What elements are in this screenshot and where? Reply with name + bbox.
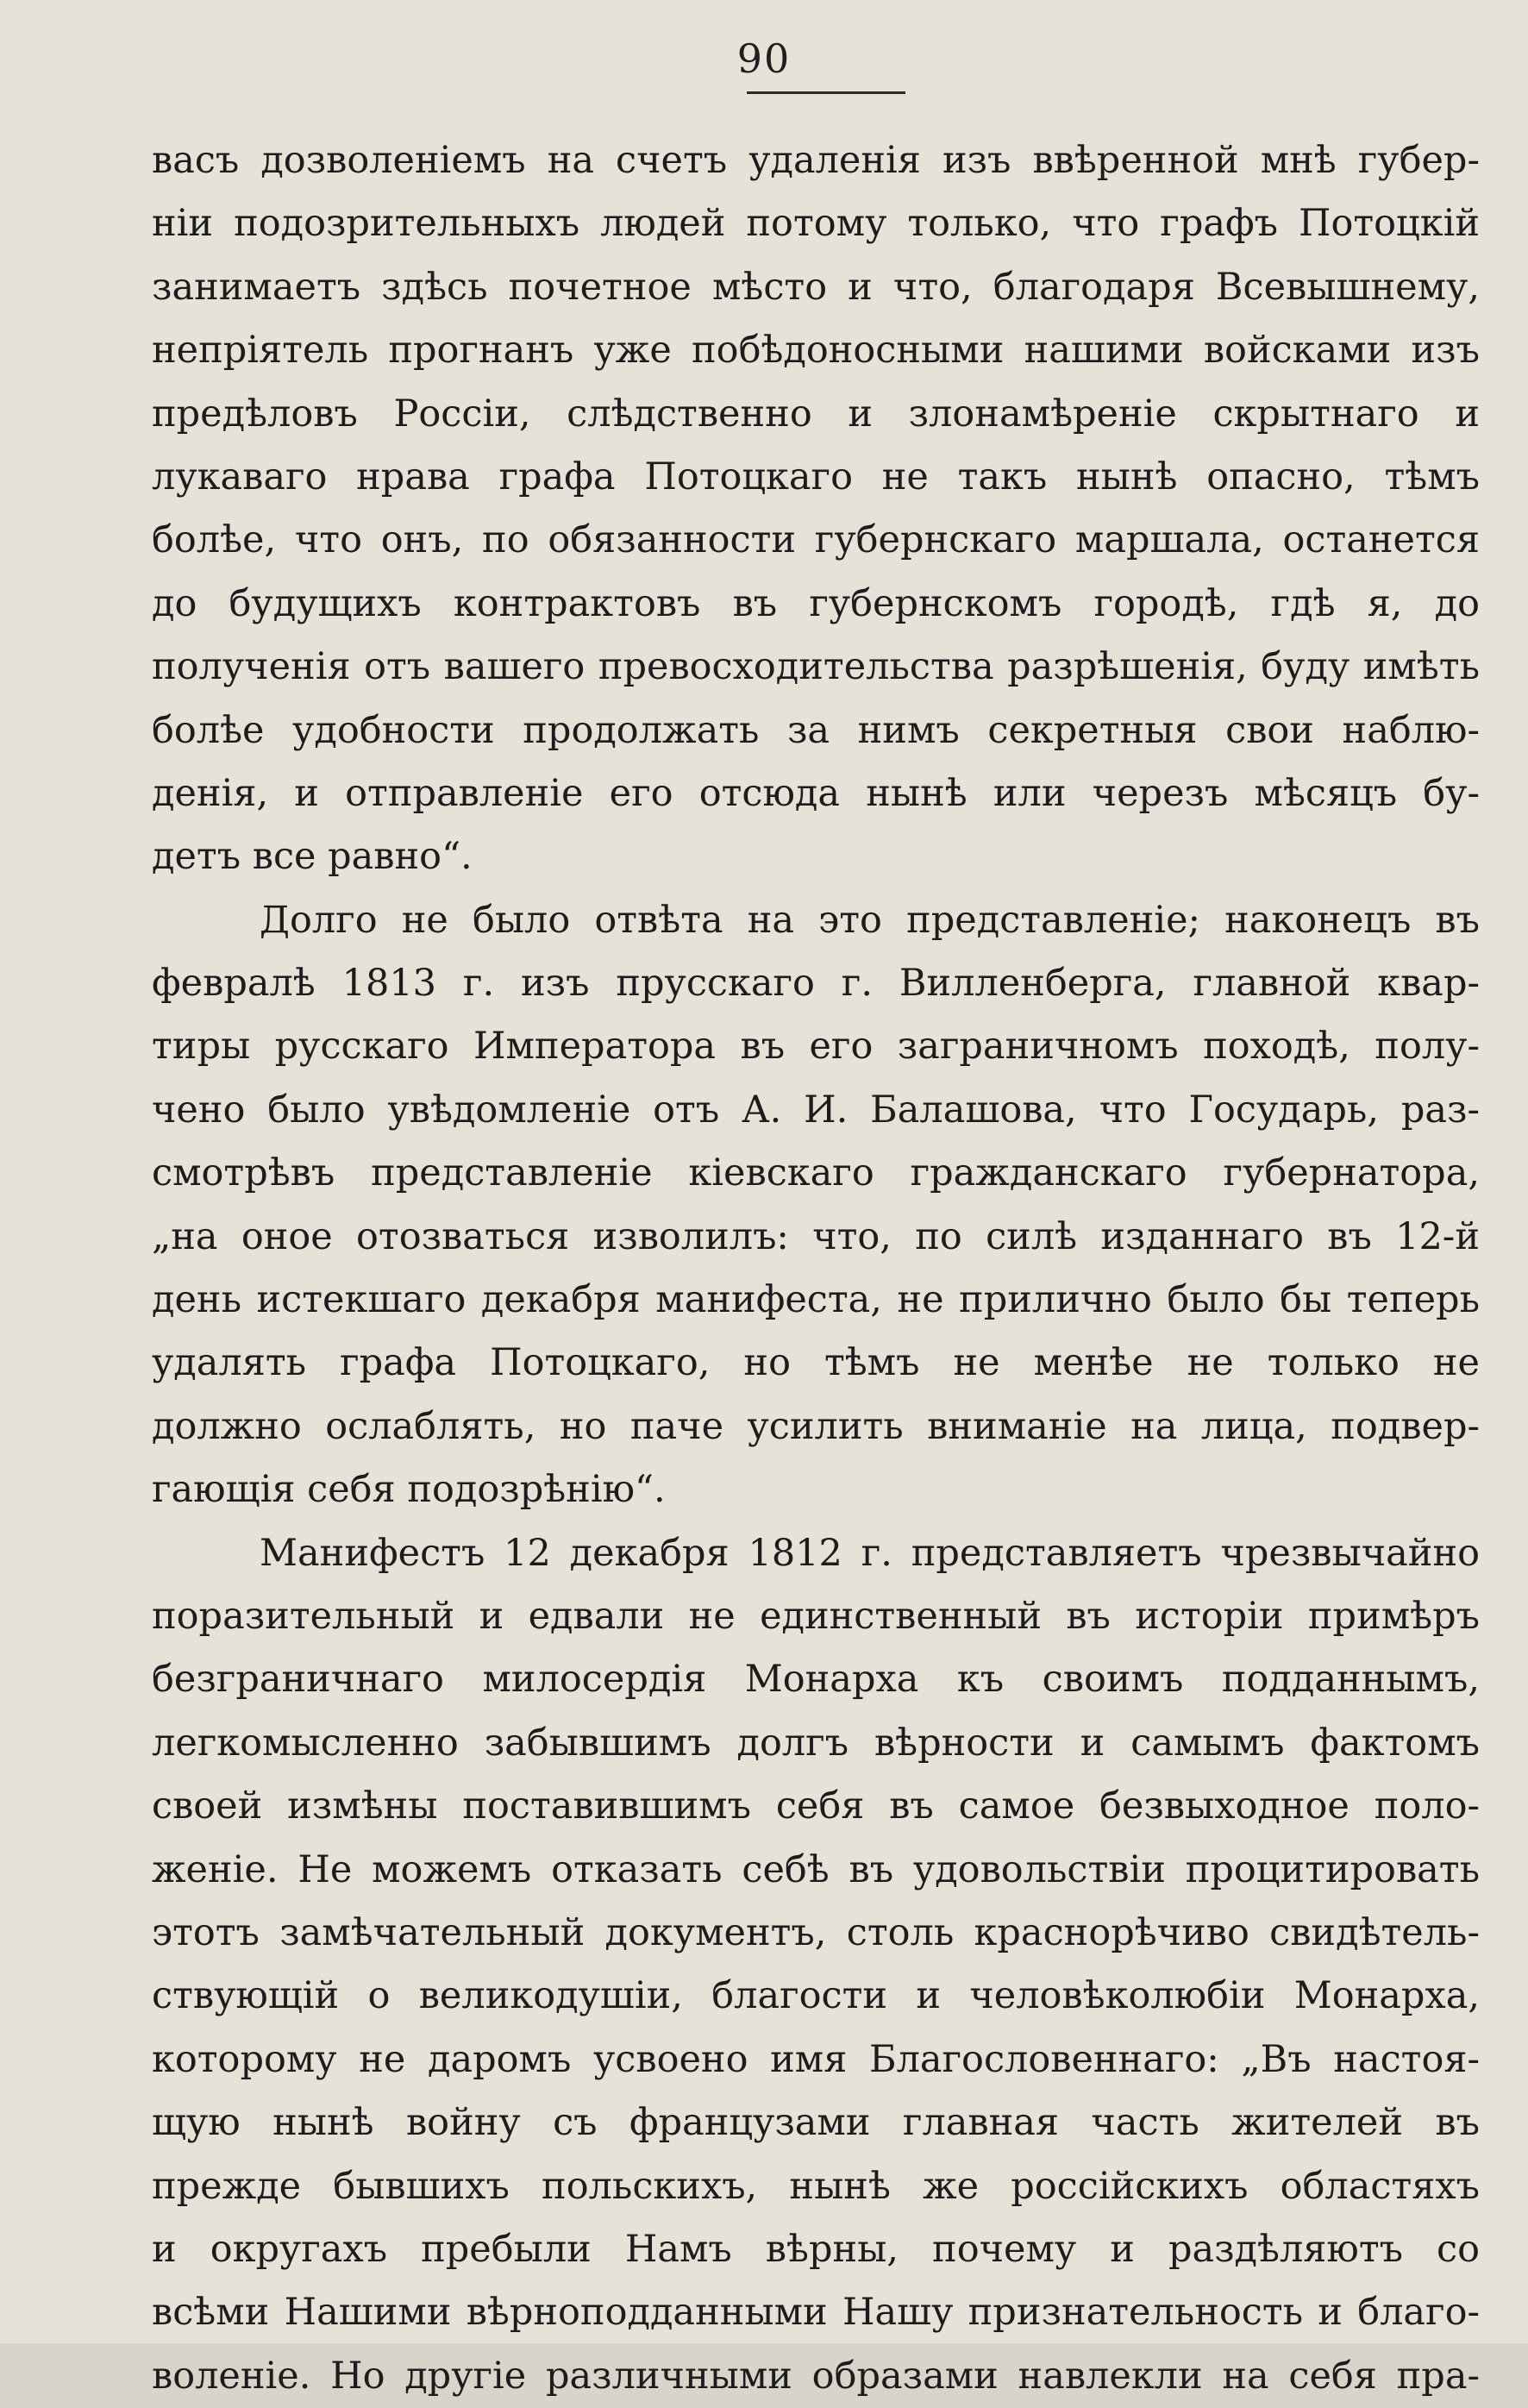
text-line: щую нынѣ войну съ французами главная часть жителей въ (152, 2101, 1480, 2145)
text-line: Долго не было отвѣта на это представленіе; наконецъ въ (260, 898, 1480, 942)
page-number: 90 (736, 35, 792, 82)
text-line: безграничнаго милосердія Монарха къ своимъ подданнымъ, (152, 1658, 1480, 1702)
text-line: гающія себя подозрѣнію“. (152, 1468, 666, 1512)
text-line: занимаетъ здѣсь почетное мѣсто и что, благодаря Всевышнему, (152, 265, 1480, 309)
text-line: легкомысленно забывшимъ долгъ вѣрности и самымъ фактомъ (152, 1721, 1480, 1765)
text-line: тиры русскаго Императора въ его заграничномъ походѣ, полу- (152, 1025, 1480, 1069)
text-line: ствующій о великодушіи, благости и человѣколюбіи Монарха, (152, 1974, 1480, 2018)
text-line: этотъ замѣчательный документъ, столь краснорѣчиво свидѣтель- (152, 1910, 1480, 1954)
text-line: Манифестъ 12 декабря 1812 г. представляетъ чрезвычайно (260, 1531, 1480, 1575)
text-line: чено было увѣдомленіе отъ А. И. Балашова, что Государь, раз- (152, 1088, 1480, 1132)
text-line: которому не даромъ усвоено имя Благословеннаго: „Въ настоя- (152, 2037, 1480, 2081)
text-line: болѣе удобности продолжать за нимъ секретныя свои наблю- (152, 708, 1480, 752)
text-line: всѣми Нашими вѣрноподданными Нашу признательность и благо- (152, 2291, 1480, 2335)
body-text (152, 129, 1480, 2408)
text-line: поразительный и едвали не единственный въ исторіи примѣръ (152, 1594, 1480, 1638)
text-line: удалять графа Потоцкаго, но тѣмъ не менѣе не только не (152, 1341, 1480, 1385)
text-line: предѣловъ Россіи, слѣдственно и злонамѣреніе скрытнаго и (152, 392, 1480, 436)
text-line: прежде бывшихъ польскихъ, нынѣ же россійскихъ областяхъ (152, 2164, 1480, 2208)
text-line: денія, и отправленіе его отсюда нынѣ или черезъ мѣсяцъ бу- (152, 771, 1480, 815)
text-line: ніи подозрительныхъ людей потому только, что графъ Потоцкій (152, 202, 1480, 246)
text-line: лукаваго нрава графа Потоцкаго не такъ нынѣ опасно, тѣмъ (152, 455, 1480, 499)
page-number-rule (747, 91, 905, 94)
text-line: воленіе. Но другіе различными образами навлекли на себя пра- (152, 2354, 1480, 2398)
text-line: детъ все равно“. (152, 835, 473, 879)
text-line: болѣе, что онъ, по обязанности губернскаго маршала, останется (152, 518, 1480, 562)
text-line: день истекшаго декабря манифеста, не прилично было бы теперь (152, 1278, 1480, 1322)
text-line: должно ослаблять, но паче усилить вниманіе на лица, подвер- (152, 1404, 1480, 1448)
text-line: женіе. Не можемъ отказать себѣ въ удовольствіи процитировать (152, 1847, 1480, 1891)
text-line: смотрѣвъ представленіе кіевскаго гражданскаго губернатора, (152, 1151, 1480, 1195)
text-line: полученія отъ вашего превосходительства разрѣшенія, буду имѣть (152, 645, 1480, 689)
text-line: февралѣ 1813 г. изъ прусскаго г. Вилленберга, главной квар- (152, 962, 1480, 1006)
text-line: „на оное отозваться изволилъ: что, по силѣ изданнаго въ 12-й (152, 1214, 1480, 1258)
text-line: своей измѣны поставившимъ себя въ самое безвыходное поло- (152, 1784, 1480, 1828)
text-line: до будущихъ контрактовъ въ губернскомъ городѣ, гдѣ я, до (152, 581, 1480, 625)
text-line: непріятель прогнанъ уже побѣдоносными нашими войсками изъ (152, 329, 1480, 373)
text-line: васъ дозволеніемъ на счетъ удаленія изъ ввѣренной мнѣ губер- (152, 139, 1480, 182)
text-line: и округахъ пребыли Намъ вѣрны, почему и раздѣляютъ со (152, 2227, 1480, 2271)
